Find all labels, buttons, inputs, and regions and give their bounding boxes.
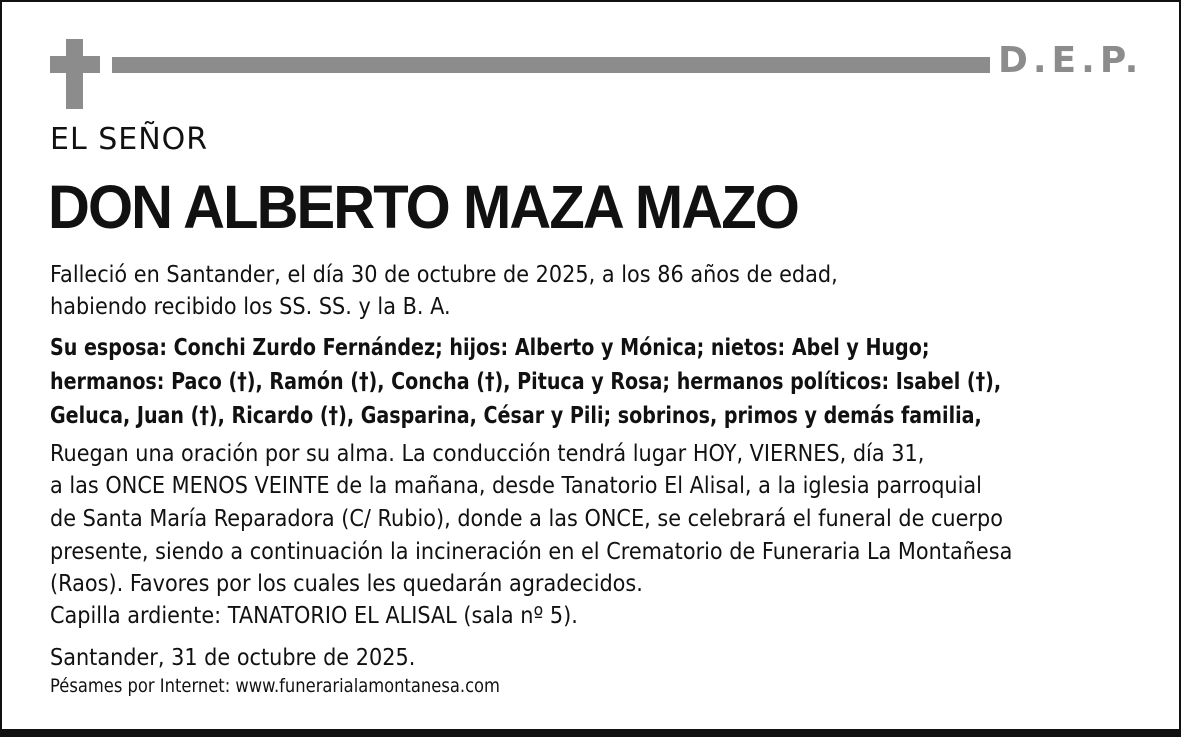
service-line: Ruegan una oración por su alma. La conducción tendrá lugar HOY, VIERNES, día 31,: [50, 441, 925, 467]
header-rule: [112, 57, 990, 73]
honorific: EL SEÑOR: [50, 122, 209, 157]
death-line: habiendo recibido los SS. SS. y la B. A.: [50, 294, 451, 320]
service-line: de Santa María Reparadora (C/ Rubio), donde a las ONCE, se celebrará el funeral de cuerpo: [50, 506, 1003, 532]
service-line: a las ONCE MENOS VEINTE de la mañana, desde Tanatorio El Alisal, a la iglesia parroquial: [50, 473, 982, 499]
service-line: presente, siendo a continuación la incineración en el Crematorio de Funeraria La Montañesa: [50, 539, 1013, 565]
deceased-name: DON ALBERTO MAZA MAZO: [48, 173, 798, 241]
cross-icon: [50, 39, 100, 109]
family-line: Su esposa: Conchi Zurdo Fernández; hijos: Alberto y Mónica; nietos: Abel y Hugo;: [50, 335, 930, 361]
chapel-line: Capilla ardiente: TANATORIO EL ALISAL (sala nº 5).: [50, 603, 578, 629]
death-line: Falleció en Santander, el día 30 de octubre de 2025, a los 86 años de edad,: [50, 262, 838, 288]
dep-label: D.E.P.: [998, 40, 1144, 81]
family-line: Geluca, Juan (†), Ricardo (†), Gasparina, César y Pili; sobrinos, primos y demás familia,: [50, 403, 982, 429]
service-line: (Raos). Favores por los cuales les quedarán agradecidos.: [50, 571, 643, 597]
condolences-web-line: Pésames por Internet: www.funerarialamontanesa.com: [50, 675, 500, 697]
family-line: hermanos: Paco (†), Ramón (†), Concha (†), Pituca y Rosa; hermanos políticos: Isabel (†),: [50, 369, 1002, 395]
date-line: Santander, 31 de octubre de 2025.: [50, 645, 416, 671]
